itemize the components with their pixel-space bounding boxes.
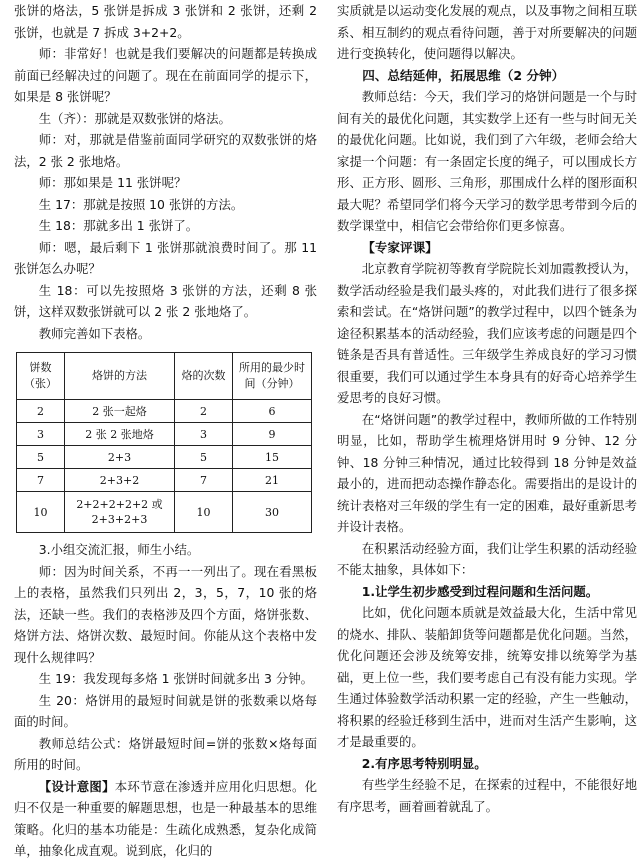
design-intent-tag: 【设计意图】 xyxy=(38,778,115,794)
table-cell: 3 xyxy=(17,423,65,446)
table-cell: 5 xyxy=(17,446,65,469)
paragraph: 生 17：那就是按照 10 张饼的方法。 xyxy=(38,196,244,212)
section-heading: 四、总结延伸，拓展思维（2 分钟） xyxy=(362,67,565,83)
paragraph: 师：嗯，最后剩下 1 张饼那就浪费时间了。那 11 张饼怎么办呢？ xyxy=(14,239,317,276)
paragraph: 北京教育学院初等教育学院院长刘加霞教授认为，数学活动经验是我们最头疼的，对此我们进行了很多探索和尝试。在“烙饼问题”的教学过程中，以四个链条为途径积累基本的活动经验，我们应该考虑的问题是四个链条是否具有普适性。三年级学生养成良好的学习习惯很重要，我们可以通过学生本身具有的好奇心培养学生爱思考的良好习惯。 xyxy=(337,261,637,405)
subheading: 2.有序思考特别明显。 xyxy=(361,755,487,771)
table-cell: 7 xyxy=(175,469,233,492)
table-cell: 6 xyxy=(233,400,312,423)
table-cell: 10 xyxy=(17,492,65,533)
table-row xyxy=(17,446,312,469)
table-cell: 30 xyxy=(233,492,312,533)
table-header: 所用的最少时间（分钟） xyxy=(233,353,312,400)
paragraph: 生 20：烙饼用的最短时间就是饼的张数乘以烙每面的时间。 xyxy=(14,692,317,729)
table-cell: 9 xyxy=(233,423,312,446)
paragraph: 师：因为时间关系，不再一一列出了。现在看黑板上的表格，虽然我们只列出 2，3，5，7，10 张的烙法，还缺一些。我们的表格涉及四个方面，烙饼张数、烙饼方法、烙饼次数、最短时间。你能从这个表格中发现什么规律吗？ xyxy=(14,563,317,665)
table-cell: 15 xyxy=(233,446,312,469)
paragraph: 3.小组交流汇报，师生小结。 xyxy=(38,542,200,557)
paragraph: 在“烙饼问题”的教学过程中，教师所做的工作特别明显，比如，帮助学生梳理烙饼用时 9 分钟、12 分钟、18 分钟三种情况，通过比较得到 18 分钟是效益最小的，进而把动态操作静态化。需要指出的是设计的统计表格对三年级的学生有一定的困难，最好重新思考并设计表格。 xyxy=(337,411,637,534)
paragraph: 张饼的烙法，5 张饼是拆成 3 张饼和 2 张饼，还剩 2 张饼，也就是 7 拆成 3+2+2。 xyxy=(14,3,317,40)
paragraph: 生（齐）：那就是双数张饼的烙法。 xyxy=(38,110,231,126)
paragraph: 师：对，那就是借鉴前面同学研究的双数张饼的烙法，2 张 2 张地烙。 xyxy=(14,132,317,169)
paragraph: 生 18：可以先按照烙 3 张饼的方法，还剩 8 张饼，这样双数张饼就可以 2 张 2 张地烙了。 xyxy=(14,282,317,319)
paragraph: 师：那如果是 11 张饼呢？ xyxy=(38,175,187,190)
table-cell: 2+3 xyxy=(65,446,175,469)
paragraph: 比如，优化问题本质就是效益最大化，生活中常见的烧水、排队、装船卸货等问题都是优化问题。当然，优化问题还会涉及统筹安排，统筹安排以统筹学为基础，更上位一些，我们要考虑自己有没有能力实现。学生通过体验数学活动积累一定的经验，产生一些触动，将积累的经验迁移到生活中，进而对生活产生影响，这才是最重要的。 xyxy=(337,605,637,749)
table-cell: 5 xyxy=(175,446,233,469)
table-header: 饼数（张） xyxy=(17,353,65,400)
table-cell: 2 xyxy=(17,400,65,423)
right-column xyxy=(337,0,637,817)
table-cell: 3 xyxy=(175,423,233,446)
left-column xyxy=(14,0,317,862)
table-row xyxy=(17,400,312,423)
table-cell: 7 xyxy=(17,469,65,492)
table-header: 烙的次数 xyxy=(175,353,233,400)
design-intent-paragraph xyxy=(14,776,317,862)
table-cell: 2 xyxy=(175,400,233,423)
paragraph: 在积累活动经验方面，我们让学生积累的活动经验不能太抽象，具体如下： xyxy=(337,540,637,577)
paragraph: 教师完善如下表格。 xyxy=(38,325,151,341)
paragraph: 有些学生经验不足，在探索的过程中，不能很好地有序思考，画着画着就乱了。 xyxy=(337,777,637,814)
table-row xyxy=(17,423,312,446)
paragraph: 教师总结公式：烙饼最短时间=饼的张数×烙每面所用的时间。 xyxy=(14,735,317,772)
paragraph: 教师总结：今天，我们学习的烙饼问题是一个与时间有关的最优化问题，其实数学上还有一些与时间无关的最优化问题。比如说，我们到了六年级，老师会给大家提一个问题：有一条固定长度的绳子，可以围成长方形、正方形、圆形、三角形，那围成什么样的图形面积最大呢？希望同学们将今天学习的数学思考带到今后的数学课堂中，相信它会带给你们更多惊喜。 xyxy=(337,89,637,233)
subheading: 1.让学生初步感受到过程问题和生活问题。 xyxy=(361,583,599,599)
table-header-row xyxy=(17,353,312,400)
expert-review-heading: 【专家评课】 xyxy=(362,239,438,255)
table-cell: 2 张 2 张地烙 xyxy=(65,423,175,446)
table-header: 烙饼的方法 xyxy=(65,353,175,400)
table-row xyxy=(17,469,312,492)
pancake-table xyxy=(16,352,312,533)
paragraph: 实质就是以运动变化发展的观点，以及事物之间相互联系、相互制约的观点看待问题，善于对所要解决的问题进行变换转化，使问题得以解决。 xyxy=(337,3,637,61)
table-cell: 2+3+2 xyxy=(65,469,175,492)
table-cell: 2+2+2+2+2 或 2+3+2+3 xyxy=(65,492,175,533)
table-cell: 21 xyxy=(233,469,312,492)
table-row xyxy=(17,492,312,533)
paragraph: 生 19：我发现每多烙 1 张饼时间就多出 3 分钟。 xyxy=(38,671,314,686)
paragraph: 师：非常好！也就是我们要解决的问题都是转换成前面已经解决过的问题了。现在在前面同学的提示下，如果是 8 张饼呢？ xyxy=(14,46,317,104)
design-intent-text: 本环节意在渗透并应用化归思想。化归不仅是一种重要的解题思想，也是一种最基本的思维策略。化归的基本功能是：生疏化成熟悉，复杂化成简单，抽象化成直观。说到底，化归的 xyxy=(14,778,318,858)
table-cell: 10 xyxy=(175,492,233,533)
table-cell: 2 张一起烙 xyxy=(65,400,175,423)
paragraph: 生 18：那就多出 1 张饼了。 xyxy=(38,218,199,233)
